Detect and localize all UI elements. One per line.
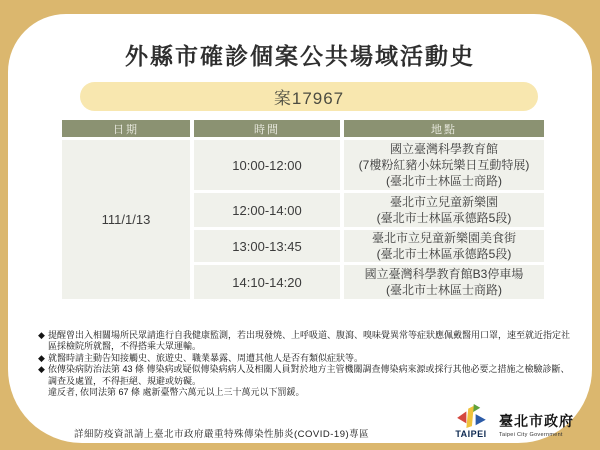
bullet-icon: ◆ — [38, 330, 45, 340]
note-text: 就醫時請主動告知接觸史、旅遊史、職業暴露、周遭其他人是否有類似症狀等。 — [48, 352, 364, 363]
place-line: (臺北市士林區士商路) — [386, 283, 502, 297]
place-line: 國立臺灣科學教育館B3停車場 — [364, 267, 524, 281]
note-item — [38, 353, 572, 364]
note-text: 違反者, 依同法第 67 條 處新臺幣六萬元以上三十萬元以下罰鍰。 — [48, 387, 305, 398]
place-line: (臺北市士林區士商路) — [386, 174, 502, 188]
column-header-time: 時間 — [194, 120, 340, 137]
taipei-logo-mark — [448, 404, 494, 439]
bullet-icon — [38, 387, 48, 398]
footer-info: 詳細防疫資訊請上臺北市政府嚴重特殊傳染性肺炎(COVID-19)專區 — [74, 429, 370, 440]
taipei-gov-en: Taipei City Government — [499, 432, 563, 438]
time-cell: 13:00-13:45 — [194, 230, 340, 262]
place-line: (7樓粉紅豬小妹玩樂日互動特展) — [358, 158, 530, 172]
place-cell — [344, 140, 544, 190]
place-line: (臺北市士林區承德路5段) — [376, 247, 512, 261]
time-cell: 12:00-14:00 — [194, 193, 340, 227]
place-line: 臺北市立兒童新樂園 — [389, 195, 498, 209]
taipei-logo-text — [499, 411, 574, 438]
bullet-icon: ◆ — [38, 352, 45, 363]
case-badge — [80, 82, 538, 111]
taipei-logo — [448, 404, 574, 439]
note-text: 提醒曾出入相關場所民眾請進行自我健康監測，若出現發燒、上呼吸道、腹瀉、嗅味覺異常等症狀應佩戴醫用口罩，速至就近指定社區採檢院所就醫，不得搭乘大眾運輸。 — [48, 330, 571, 352]
case-badge-label: 案17967 — [273, 89, 345, 108]
note-item — [38, 364, 572, 387]
note-item — [38, 330, 572, 353]
bullet-icon: ◆ — [38, 364, 45, 375]
page-title: 外縣市確診個案公共場域活動史 — [125, 43, 475, 69]
notes-list — [38, 330, 572, 398]
taipei-flower-icon — [455, 404, 487, 428]
place-cell — [344, 193, 544, 227]
place-line: 臺北市立兒童新樂園美食街 — [371, 231, 516, 245]
activity-table — [62, 120, 544, 299]
place-line: 國立臺灣科學教育館 — [389, 142, 498, 156]
column-header-place: 地點 — [344, 120, 544, 137]
taipei-gov-cn: 臺北市政府 — [499, 414, 574, 430]
poster-card — [8, 14, 592, 443]
time-cell: 10:00-12:00 — [194, 140, 340, 190]
column-header-date: 日期 — [62, 120, 190, 137]
date-cell: 111/1/13 — [62, 140, 190, 299]
time-cell: 14:10-14:20 — [194, 265, 340, 299]
place-cell — [344, 230, 544, 262]
note-item — [38, 387, 572, 398]
note-text: 依傳染病防治法第 43 條 傳染病或疑似傳染病病人及相關人員對於地方主管機關調查傳染病來源或採行其他必要之措施之檢驗診斷、調查及處置，不得拒絕、規避或妨礙。 — [48, 364, 570, 386]
place-line: (臺北市士林區承德路5段) — [376, 211, 512, 225]
taipei-wordmark: TAIPEI — [455, 429, 487, 439]
place-cell — [344, 265, 544, 299]
